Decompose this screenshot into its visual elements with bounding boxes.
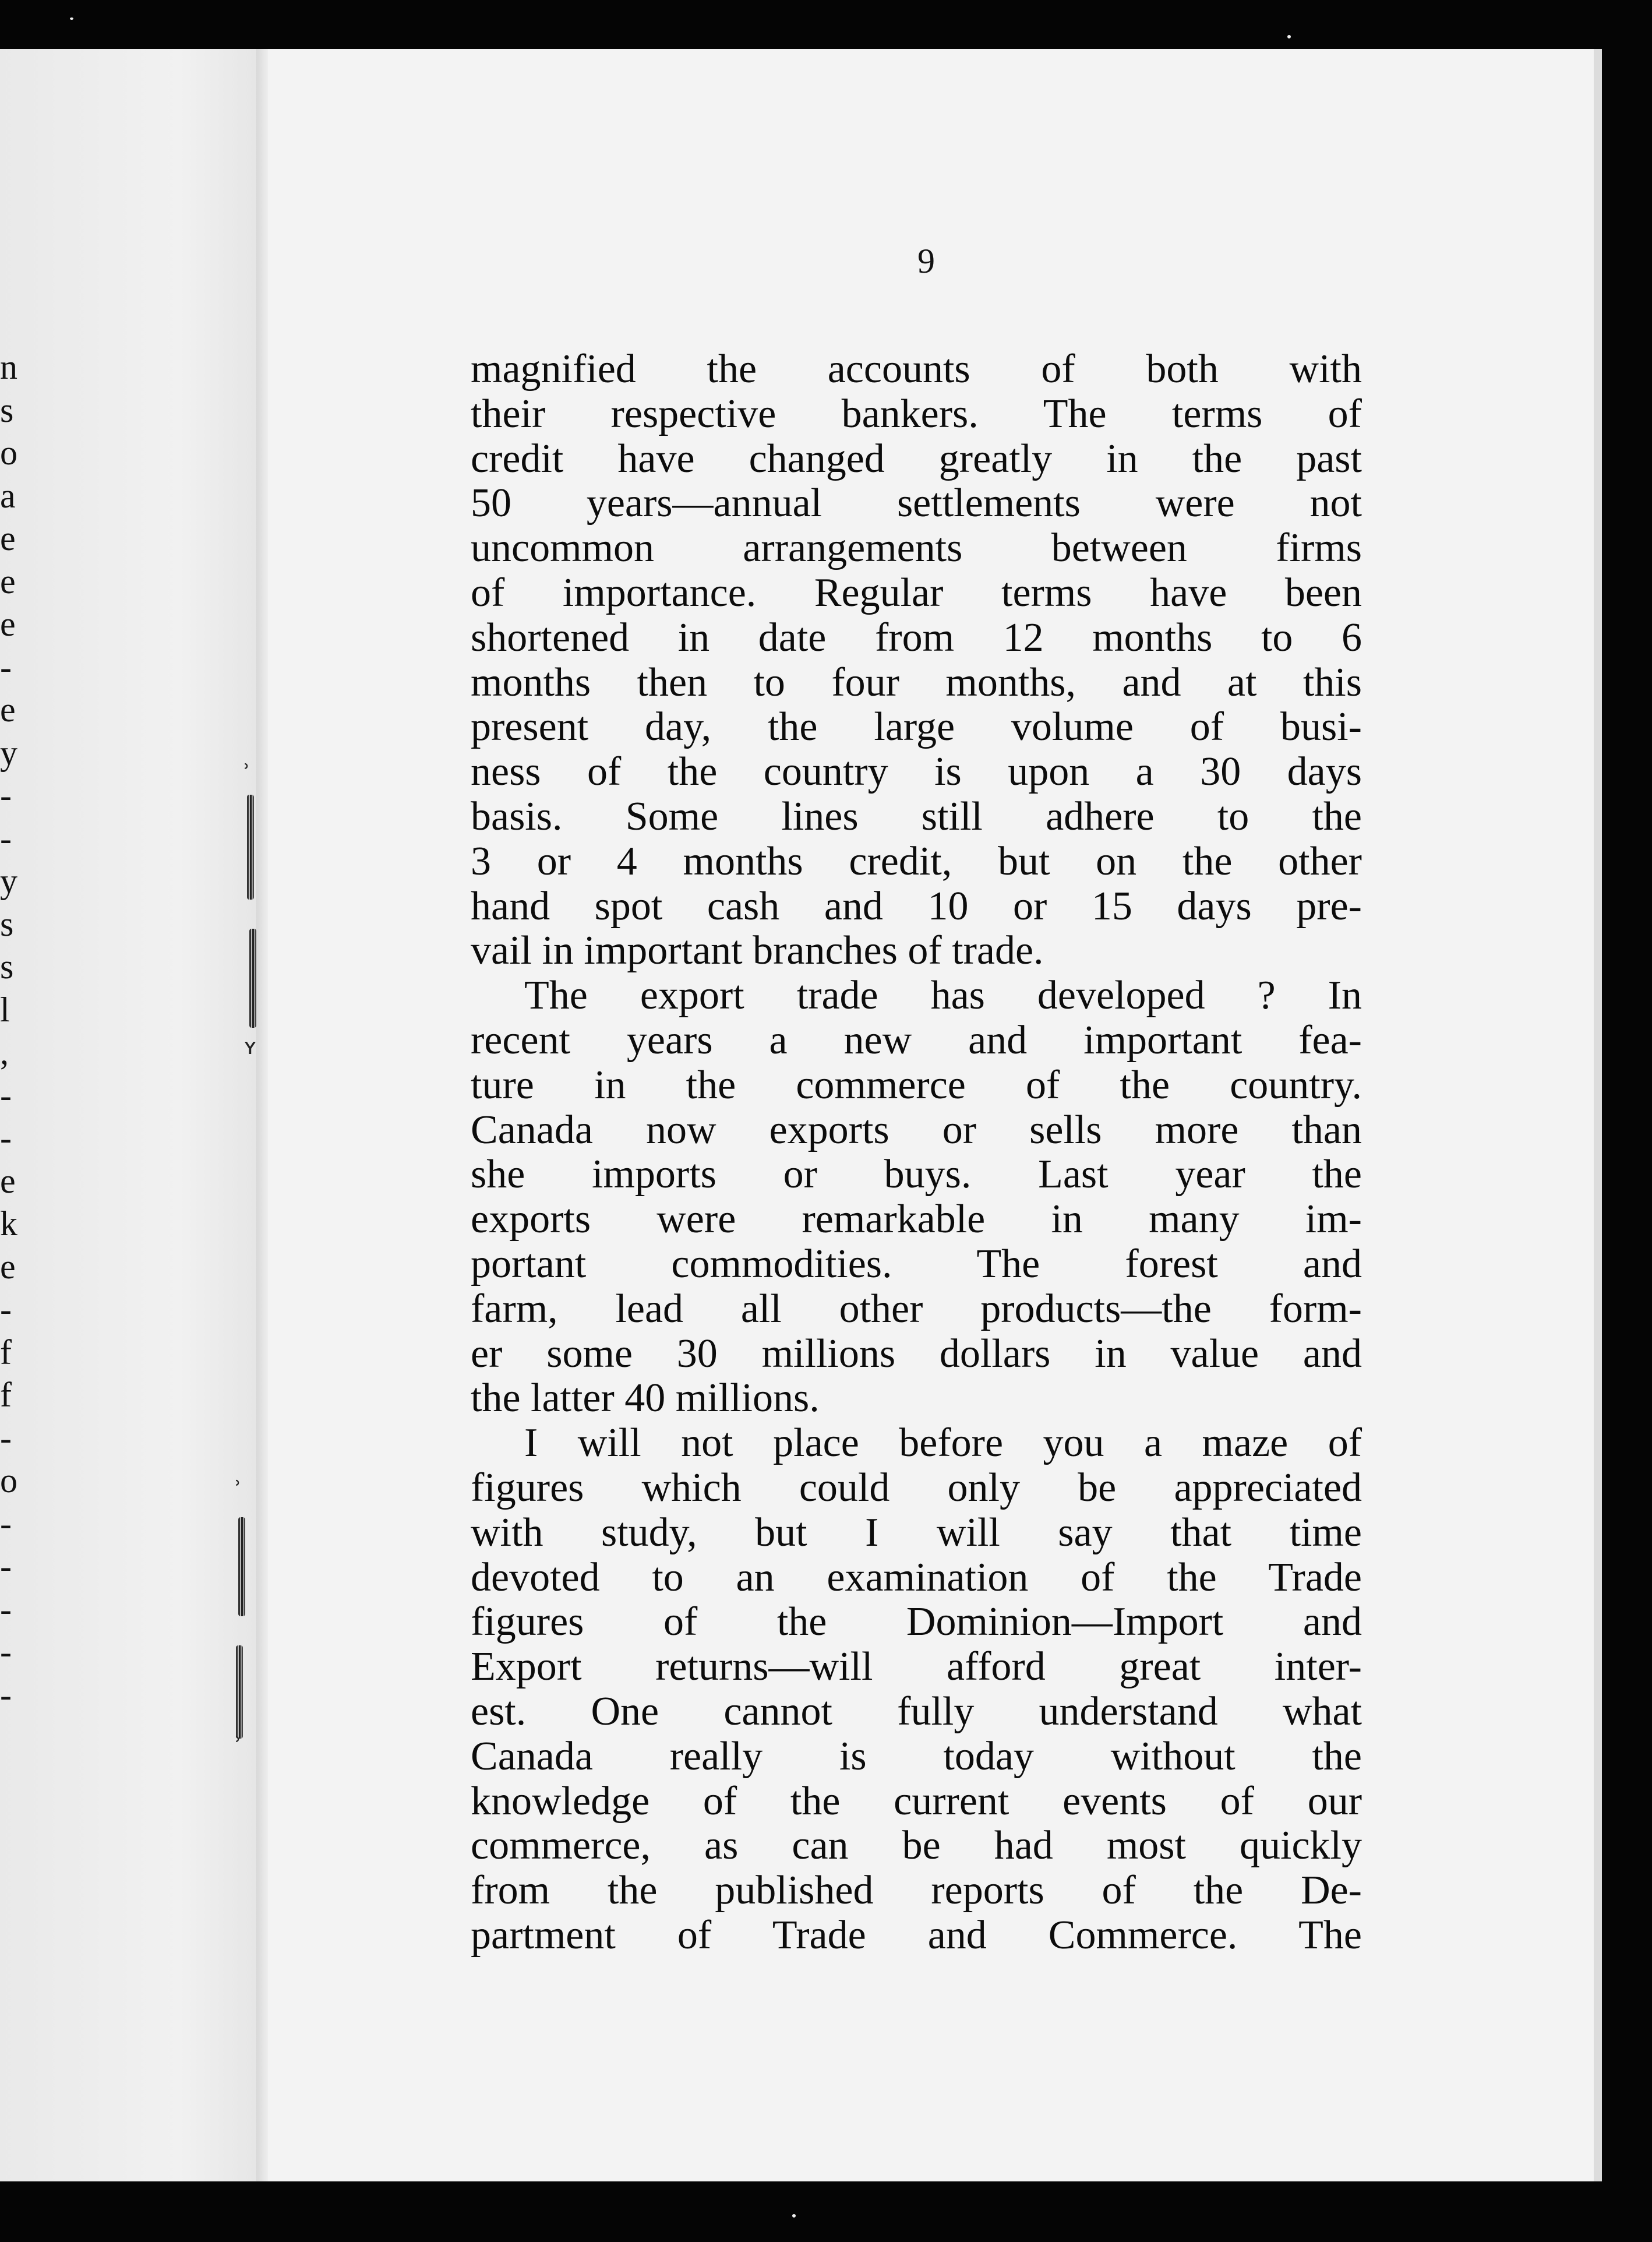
previous-page-fragment: e (0, 1247, 16, 1286)
previous-page-fragment: f (0, 1332, 12, 1372)
binding-stitch-upper (239, 760, 262, 1074)
previous-page-fragment: - (0, 1675, 12, 1714)
text-line: hand spot cash and 10 or 15 days pre- (471, 883, 1362, 929)
text-line: figures of the Dominion—Import and (471, 1599, 1362, 1645)
text-line: exports were remarkable in many im- (471, 1197, 1362, 1242)
text-line: months then to four months, and at this (471, 660, 1362, 705)
text-line: devoted to an examination of the Trade (471, 1554, 1362, 1600)
previous-page-fragment: a (0, 476, 16, 515)
stitch-thread (238, 1517, 245, 1616)
text-line: shortened in date from 12 months to 6 (471, 615, 1362, 660)
previous-page-fragment: s (0, 947, 14, 986)
stitch-knot-icon: ʏ (243, 1034, 257, 1059)
previous-page-fragment: y (0, 733, 17, 772)
previous-page-fragment: - (0, 1119, 12, 1157)
scan-speck (792, 2214, 796, 2218)
previous-page-fragment: o (0, 433, 17, 472)
previous-page-fragment: - (0, 1290, 12, 1328)
text-line: credit have changed greatly in the past (471, 436, 1362, 481)
text-line: Export returns—will afford great inter- (471, 1644, 1362, 1690)
previous-page-fragment: o (0, 1461, 17, 1500)
text-line: of importance. Regular terms have been (471, 570, 1362, 615)
previous-page-fragment: - (0, 1076, 12, 1115)
text-line: figures which could only be appreciated (471, 1465, 1362, 1510)
previous-page-fragment: e (0, 562, 16, 601)
previous-page-fragment: e (0, 690, 16, 729)
text-line: magnified the accounts of both with (471, 347, 1362, 392)
text-line: The export trade has developed ? In (524, 973, 1362, 1018)
stitch-knot-icon: ʾ (235, 1476, 242, 1502)
text-line: ness of the country is upon a 30 days (471, 749, 1362, 795)
text-line: with study, but I will say that time (471, 1510, 1362, 1555)
previous-page-fragment: f (0, 1376, 12, 1414)
scan-speck (70, 17, 73, 20)
previous-page-fragment: - (0, 1547, 12, 1585)
text-line: Canada now exports or sells more than (471, 1107, 1362, 1152)
text-line: commerce, as can be had most quickly (471, 1823, 1362, 1869)
previous-page-fragment: e (0, 605, 16, 643)
previous-page-fragment: - (0, 1589, 12, 1628)
text-line: 3 or 4 months credit, but on the other (471, 838, 1362, 884)
stitch-thread (247, 795, 254, 900)
previous-page-fragment: e (0, 1161, 16, 1200)
stitch-knot-icon: ʾ (235, 1733, 242, 1758)
scan-speck (1287, 35, 1291, 38)
previous-page-text-fragments (0, 346, 35, 1716)
text-line: vail in important branches of trade. (471, 928, 1044, 974)
text-line: Canada really is today without the (471, 1733, 1362, 1779)
text-line: I will not place before you a maze of (524, 1420, 1362, 1466)
previous-page-fragment: - (0, 819, 12, 858)
text-line: the latter 40 millions. (471, 1376, 820, 1421)
previous-page-fragment: e (0, 519, 16, 558)
text-line: knowledge of the current events of our (471, 1778, 1362, 1824)
text-line: recent years a new and important fea- (471, 1017, 1362, 1063)
binding-stitch-lower (230, 1476, 253, 1779)
text-line: uncommon arrangements between firms (471, 526, 1362, 571)
body-text (471, 347, 1362, 1958)
previous-page-fragment: - (0, 1504, 12, 1543)
previous-page-fragment: - (0, 776, 12, 815)
previous-page-fragment: - (0, 1418, 12, 1457)
previous-page-fragment: - (0, 1633, 12, 1671)
text-line: basis. Some lines still adhere to the (471, 794, 1362, 839)
text-line: 50 years—annual settlements were not (471, 481, 1362, 526)
text-line: their respective bankers. The terms of (471, 391, 1362, 436)
text-line: present day, the large volume of busi- (471, 704, 1362, 750)
previous-page-strip (0, 49, 256, 2181)
stitch-knot-icon: ʾ (243, 760, 250, 785)
previous-page-fragment: l (0, 990, 10, 1029)
previous-page-fragment: , (0, 1033, 9, 1071)
text-line: from the published reports of the De- (471, 1868, 1362, 1913)
scanned-page (0, 49, 1602, 2181)
previous-page-fragment: k (0, 1204, 17, 1243)
text-line: er some 30 millions dollars in value and (471, 1331, 1362, 1376)
binding-gutter (256, 49, 268, 2181)
text-line: farm, lead all other products—the form- (471, 1286, 1362, 1331)
text-line: partment of Trade and Commerce. The (471, 1912, 1362, 1958)
previous-page-fragment: s (0, 904, 14, 943)
text-line: ture in the commerce of the country. (471, 1062, 1362, 1108)
page-number: 9 (917, 242, 935, 280)
stitch-thread (236, 1645, 243, 1739)
previous-page-fragment: y (0, 862, 17, 900)
previous-page-fragment: s (0, 390, 14, 429)
text-line: she imports or buys. Last year the (471, 1152, 1362, 1197)
text-line: est. One cannot fully understand what (471, 1688, 1362, 1734)
text-line: portant commodities. The forest and (471, 1241, 1362, 1286)
stitch-thread (249, 929, 256, 1028)
previous-page-fragment: - (0, 647, 12, 686)
previous-page-fragment: n (0, 348, 17, 386)
